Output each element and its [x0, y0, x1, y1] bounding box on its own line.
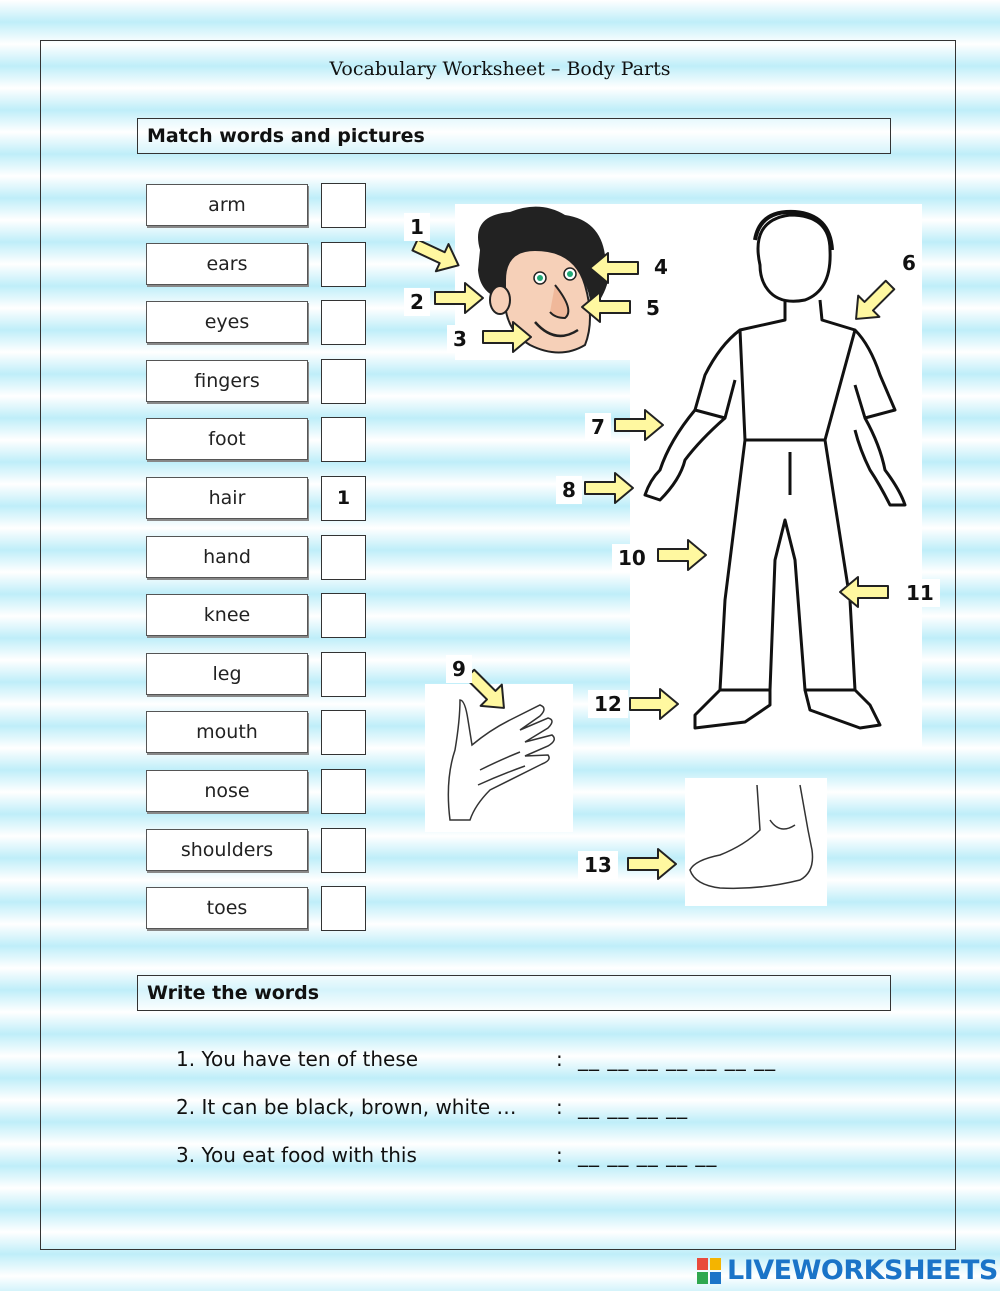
label-8: 8 [556, 476, 582, 504]
label-10: 10 [612, 544, 652, 572]
label-7: 7 [585, 413, 611, 441]
word-card-eyes: eyes [146, 301, 308, 343]
answer-box-hair[interactable]: 1 [321, 476, 366, 521]
word-card-hand: hand [146, 536, 308, 578]
question-2-answer-input[interactable]: __ __ __ __ [578, 1095, 689, 1119]
question-3-answer-input[interactable]: __ __ __ __ __ [578, 1143, 718, 1167]
page-title: Vocabulary Worksheet – Body Parts [329, 58, 671, 80]
label-13: 13 [578, 851, 618, 879]
question-3: 3. You eat food with this [176, 1143, 417, 1167]
arrow-13 [628, 849, 676, 879]
label-1: 1 [404, 213, 430, 241]
label-9: 9 [446, 655, 472, 683]
label-3: 3 [447, 325, 473, 353]
section-write-heading: Write the words [137, 975, 891, 1011]
question-3-colon: : [556, 1143, 563, 1167]
logo-icon [697, 1258, 723, 1286]
label-5: 5 [640, 294, 666, 322]
label-12: 12 [588, 690, 628, 718]
label-6: 6 [896, 249, 922, 277]
section-match-heading: Match words and pictures [137, 118, 891, 154]
word-card-knee: knee [146, 594, 308, 636]
question-1: 1. You have ten of these [176, 1047, 419, 1071]
word-card-fingers: fingers [146, 360, 308, 402]
word-card-ears: ears [146, 243, 308, 285]
question-1-answer-input[interactable]: __ __ __ __ __ __ __ [578, 1047, 777, 1071]
label-11: 11 [900, 579, 940, 607]
question-2-colon: : [556, 1095, 563, 1119]
label-4: 4 [648, 253, 674, 281]
word-card-mouth: mouth [146, 711, 308, 753]
word-card-nose: nose [146, 770, 308, 812]
word-card-leg: leg [146, 653, 308, 695]
word-card-hair: hair [146, 477, 308, 519]
word-card-arm: arm [146, 184, 308, 226]
word-card-toes: toes [146, 887, 308, 929]
liveworksheets-logo[interactable] [697, 1255, 997, 1287]
question-2: 2. It can be black, brown, white … [176, 1095, 517, 1119]
arrow-8 [585, 473, 633, 503]
label-2: 2 [404, 288, 430, 316]
word-card-shoulders: shoulders [146, 829, 308, 871]
brand-name: LIVEWORKSHEETS [727, 1255, 998, 1286]
word-card-foot: foot [146, 418, 308, 460]
question-1-colon: : [556, 1047, 563, 1071]
